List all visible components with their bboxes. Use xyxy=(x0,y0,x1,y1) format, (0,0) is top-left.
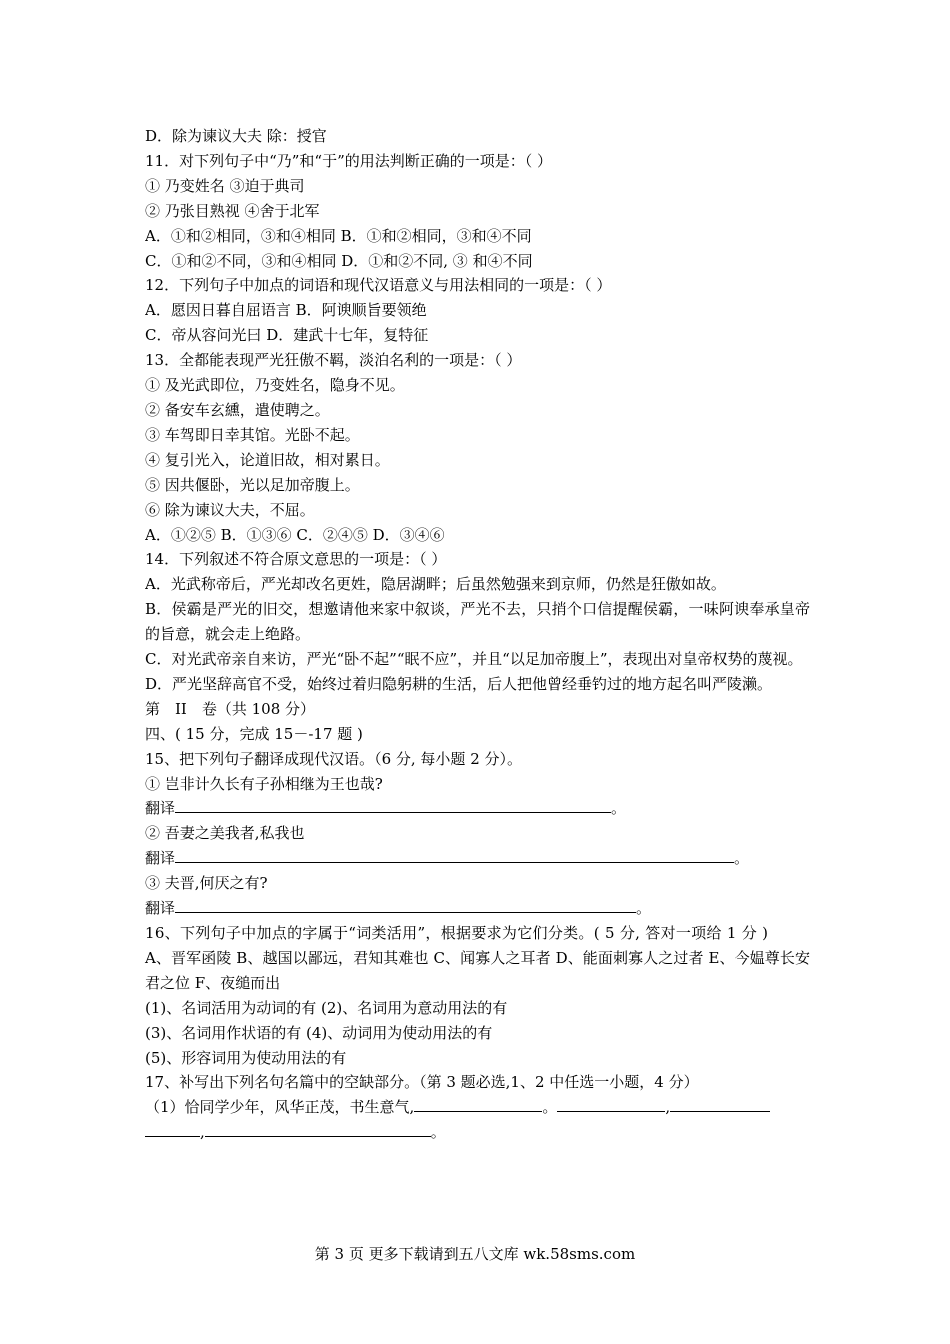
option-line: A．①和②相同，③和④相同 B．①和②相同，③和④不同 xyxy=(145,226,532,245)
question-16: 16、下列句子中加点的字属于“词类活用”，根据要求为它们分类。( 5 分, 答对一项给 1 分 ) xyxy=(145,924,769,942)
punct: , xyxy=(200,1123,205,1142)
option-line: A．愿因日暮自屈语言 B．阿谀顺旨要领绝 xyxy=(145,301,427,320)
q16-category: (3)、名词用作状语的有 (4)、动词用为使动用法的有 xyxy=(145,1023,493,1042)
section-four: 四、( 15 分，完成 15－-17 题 ) xyxy=(145,724,363,743)
answer-end: 。 xyxy=(611,799,627,818)
section-title: 第 II 卷（共 108 分） xyxy=(145,699,316,718)
q17-item-1 xyxy=(145,1095,810,1120)
page-footer: 第 3 页 更多下载请到五八文库 wk.58sms.com xyxy=(314,1245,636,1263)
question-13: 13．全都能表现严光狂傲不羁，淡泊名利的一项是：（ ） xyxy=(145,351,522,370)
text-line: ⑥ 除为谏议大夫，不屈。 xyxy=(145,500,315,519)
answer-blank[interactable] xyxy=(175,897,636,913)
text-line: ① 乃变姓名 ③迫于典司 xyxy=(145,176,305,195)
answer-blank[interactable] xyxy=(557,1096,665,1112)
question-14: 14．下列叙述不符合原文意思的一项是：（ ） xyxy=(145,550,447,569)
punct: 。 xyxy=(430,1123,446,1142)
answer-label: 翻译 xyxy=(145,899,176,918)
question-12: 12．下列句子中加点的词语和现代汉语意义与用法相同的一项是：（ ） xyxy=(145,276,612,295)
answer-blank[interactable] xyxy=(145,1121,200,1137)
option-line: C．帝从容问光曰 D．建武十七年，复特征 xyxy=(145,326,429,345)
text-line: D．除为谏议大夫 除：授官 xyxy=(145,127,327,145)
text-line: ② 备安车玄纁，遣使聘之。 xyxy=(145,400,330,419)
option-paragraph: B．侯霸是严光的旧交，想邀请他来家中叙谈，严光不去，只捎个口信提醒侯霸，一味阿谀奉承皇帝的旨意，就会走上绝路。 xyxy=(145,600,810,644)
text-line: ③ 车驾即日幸其馆。光卧不起。 xyxy=(145,425,360,444)
answer-line xyxy=(145,846,810,871)
q16-category: (1)、名词活用为动词的有 (2)、名词用为意动用法的有 xyxy=(145,998,508,1017)
text-line: ⑤ 因共偃卧，光以足加帝腹上。 xyxy=(145,475,360,494)
option-line: A．光武称帝后，严光却改名更姓，隐居湖畔；后虽然勉强来到京师，仍然是狂傲如故。 xyxy=(145,575,726,594)
text-line: ④ 复引光入，论道旧故，相对累日。 xyxy=(145,450,390,469)
q17-item-1-cont xyxy=(145,1120,810,1145)
text-line: ② 乃张目熟视 ④舍于北军 xyxy=(145,201,320,220)
answer-label: 翻译 xyxy=(145,849,176,868)
text-line: ① 及光武即位，乃变姓名，隐身不见。 xyxy=(145,376,405,395)
q16-category: (5)、形容词用为使动用法的有 xyxy=(145,1048,347,1067)
document-page xyxy=(145,124,810,1145)
q15-sentence: ③ 夫晋,何厌之有? xyxy=(145,874,268,893)
punct: , xyxy=(665,1098,671,1117)
answer-blank[interactable] xyxy=(175,847,734,863)
answer-end: 。 xyxy=(636,899,652,918)
q15-sentence: ② 吾妻之美我者,私我也 xyxy=(145,824,305,843)
answer-line xyxy=(145,896,810,921)
answer-end: 。 xyxy=(734,849,750,868)
q17-item-1-text: （1）恰同学少年，风华正茂，书生意气, xyxy=(145,1098,415,1117)
option-paragraph: C．对光武帝亲自来访，严光“卧不起”“眠不应”，并且“以足加帝腹上”，表现出对皇帝权势的蔑视。 xyxy=(145,650,803,669)
answer-blank[interactable] xyxy=(670,1096,770,1112)
question-17: 17、补写出下列名句名篇中的空缺部分。（第 3 题必选,1、2 中任选一小题，4 分） xyxy=(145,1073,699,1092)
question-11: 11．对下列句子中“乃”和“于”的用法判断正确的一项是：（ ） xyxy=(145,151,553,170)
option-line: C．①和②不同，③和④相同 D．①和②不同, ③ 和④不同 xyxy=(145,251,533,270)
option-paragraph: D．严光坚辞高官不受，始终过着归隐躬耕的生活，后人把他曾经垂钓过的地方起名叫严陵濑。 xyxy=(145,674,773,693)
punct: 。 xyxy=(542,1098,558,1117)
answer-blank[interactable] xyxy=(205,1121,431,1137)
q16-options: A、晋军函陵 B、越国以鄙远，君知其难也 C、闻寡人之耳者 D、能面刺寡人之过者 E、今媪尊长安君之位 F、夜缒而出 xyxy=(145,948,810,992)
option-line: A．①②⑤ B．①③⑥ C．②④⑤ D．③④⑥ xyxy=(145,525,445,544)
question-15: 15、把下列句子翻译成现代汉语。（6 分, 每小题 2 分）。 xyxy=(145,749,523,768)
answer-blank[interactable] xyxy=(414,1096,542,1112)
answer-label: 翻译 xyxy=(145,799,176,818)
answer-line xyxy=(145,796,810,821)
q15-sentence: ① 岂非计久长有子孙相继为王也哉? xyxy=(145,774,383,793)
answer-blank[interactable] xyxy=(175,797,611,813)
